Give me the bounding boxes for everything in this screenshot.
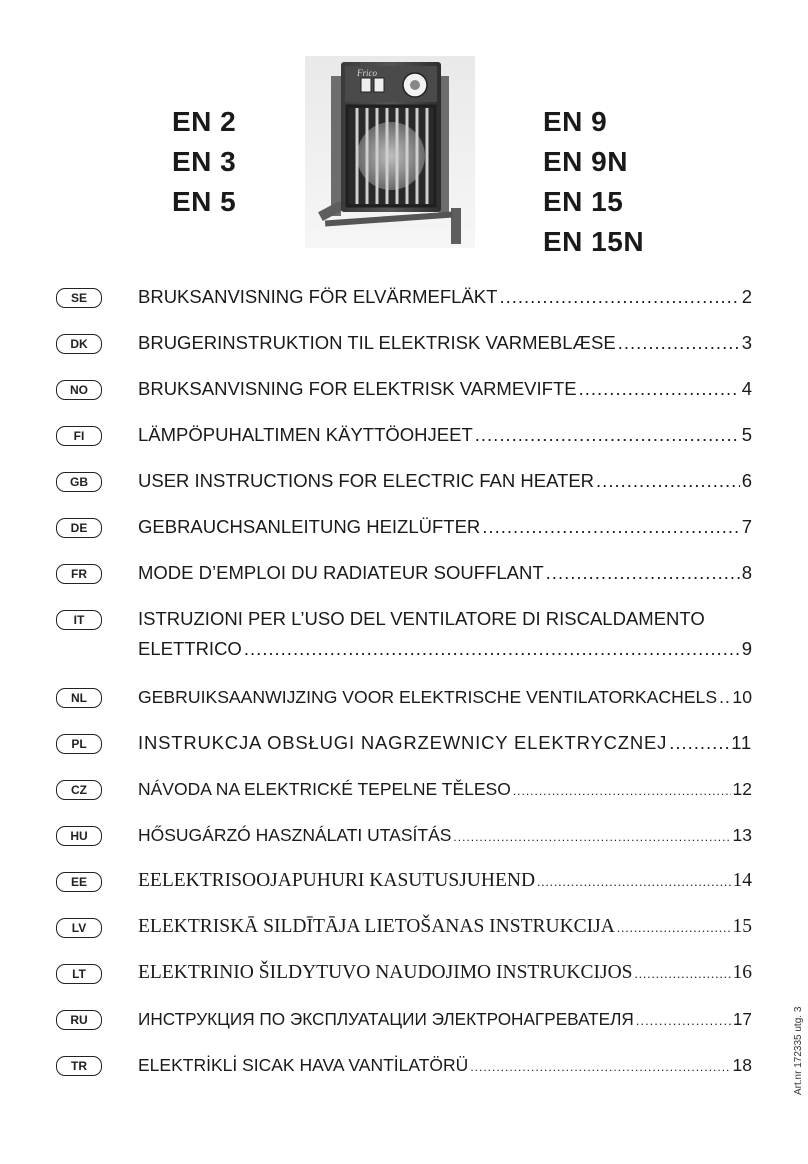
toc-page-number: 5 <box>741 424 752 445</box>
language-badge: DE <box>56 518 102 538</box>
toc-title: ELEKTRİKLİ SICAK HAVA VANTİLATÖRÜ <box>138 1055 469 1075</box>
toc-page-number: 9 <box>741 638 752 659</box>
brand-logo-text: Frico <box>357 68 377 78</box>
language-badge: GB <box>56 472 102 492</box>
toc-page-number: 4 <box>741 378 752 399</box>
toc-title: HŐSUGÁRZÓ HASZNÁLATI UTASÍTÁS <box>138 825 452 845</box>
language-badge: FR <box>56 564 102 584</box>
toc-entry-tr[interactable] <box>56 1050 752 1082</box>
model-en9n: EN 9N <box>543 146 628 177</box>
toc-page-number: 14 <box>732 870 752 891</box>
toc-page-number: 11 <box>731 732 752 753</box>
language-badge: LV <box>56 918 102 938</box>
toc-title: ISTRUZIONI PER L’USO DEL VENTILATORE DI RISCALDAMENTO <box>138 608 705 629</box>
toc-page-number: 16 <box>732 962 752 983</box>
toc-title: GEBRAUCHSANLEITUNG HEIZLÜFTER <box>138 516 481 537</box>
toc-title: LÄMPÖPUHALTIMEN KÄYTTÖOHJEET <box>138 424 473 445</box>
toc-entry-de[interactable] <box>56 512 752 542</box>
toc-entry-nl[interactable] <box>56 682 752 712</box>
model-en5: EN 5 <box>172 186 237 217</box>
toc-title: ELEKTRINIO ŠILDYTUVO NAUDOJIMO INSTRUKCIJOS <box>138 962 633 983</box>
language-badge: HU <box>56 826 102 846</box>
toc-page-number: 13 <box>732 825 752 845</box>
toc-entry-lt[interactable] <box>56 958 752 989</box>
toc-page-number: 8 <box>741 562 752 583</box>
toc-title: INSTRUKCJA OBSŁUGI NAGRZEWNICY ELEKTRYCZNEJ <box>138 732 668 753</box>
toc-title: ELEKTRISKĀ SILDĪTĀJA LIETOŠANAS INSTRUKCIJA <box>138 916 615 937</box>
article-number: Art.nr 172335 utg. 3 <box>793 1006 804 1095</box>
toc-page-number: 6 <box>741 470 752 491</box>
toc-entry-ru[interactable] <box>56 1004 752 1036</box>
toc-entry-se[interactable] <box>56 282 752 312</box>
language-badge: DK <box>56 334 102 354</box>
toc-title: BRUKSANVISNING FÖR ELVÄRMEFLÄKT <box>138 286 498 307</box>
toc-entry-cz[interactable] <box>56 774 752 806</box>
model-en15n: EN 15N <box>543 226 645 257</box>
model-en15: EN 15 <box>543 186 624 217</box>
language-badge: LT <box>56 964 102 984</box>
toc-title: GEBRUIKSAANWIJZING VOOR ELEKTRISCHE VENTILATORKACHELS <box>138 687 718 707</box>
toc-entry-lv[interactable] <box>56 912 752 943</box>
toc-title-continued: ELETTRICO <box>138 638 242 659</box>
language-badge: NO <box>56 380 102 400</box>
toc-page-number: 12 <box>732 779 752 799</box>
language-badge: RU <box>56 1010 102 1030</box>
language-badge: CZ <box>56 780 102 800</box>
language-badge: EE <box>56 872 102 892</box>
language-badge: PL <box>56 734 102 754</box>
toc-title: MODE D’EMPLOI DU RADIATEUR SOUFFLANT <box>138 562 544 583</box>
toc-page-number: 2 <box>741 286 752 307</box>
toc-entry-fi[interactable] <box>56 420 752 450</box>
toc-page-number: 18 <box>732 1055 752 1075</box>
language-badge: TR <box>56 1056 102 1076</box>
toc-title: BRUKSANVISNING FOR ELEKTRISK VARMEVIFTE <box>138 378 577 399</box>
toc-title: ИНСТРУКЦИЯ ПО ЭКСПЛУАТАЦИИ ЭЛЕКТРОНАГРЕВАТЕЛЯ <box>138 1009 634 1029</box>
toc-entry-pl[interactable] <box>56 728 752 758</box>
toc-entry-no[interactable] <box>56 374 752 404</box>
toc-entry-ee[interactable] <box>56 866 752 897</box>
toc-entry-gb[interactable] <box>56 466 752 496</box>
model-en9: EN 9 <box>543 106 608 137</box>
language-badge: SE <box>56 288 102 308</box>
toc-page-number: 15 <box>732 916 752 937</box>
toc-title: NÁVODA NA ELEKTRICKÉ TEPELNE TĚLESO <box>138 779 511 799</box>
fan-heater-photo <box>305 56 475 248</box>
language-badge: FI <box>56 426 102 446</box>
toc-page-number: 3 <box>741 332 752 353</box>
model-en2: EN 2 <box>172 106 237 137</box>
language-badge: NL <box>56 688 102 708</box>
toc-page-number: 17 <box>732 1009 752 1029</box>
toc-entry-dk[interactable] <box>56 328 752 358</box>
toc-page-number: 10 <box>732 687 752 707</box>
toc-title: EELEKTRISOOJAPUHURI KASUTUSJUHEND <box>138 870 536 891</box>
toc-page-number: 7 <box>741 516 752 537</box>
model-en3: EN 3 <box>172 146 237 177</box>
toc-title: BRUGERINSTRUKTION TIL ELEKTRISK VARMEBLÆSE <box>138 332 616 353</box>
toc-entry-fr[interactable] <box>56 558 752 588</box>
toc-entry-it[interactable] <box>56 604 752 664</box>
toc-title: USER INSTRUCTIONS FOR ELECTRIC FAN HEATER <box>138 470 595 491</box>
language-badge: IT <box>56 610 102 630</box>
toc-entry-hu[interactable] <box>56 820 752 852</box>
